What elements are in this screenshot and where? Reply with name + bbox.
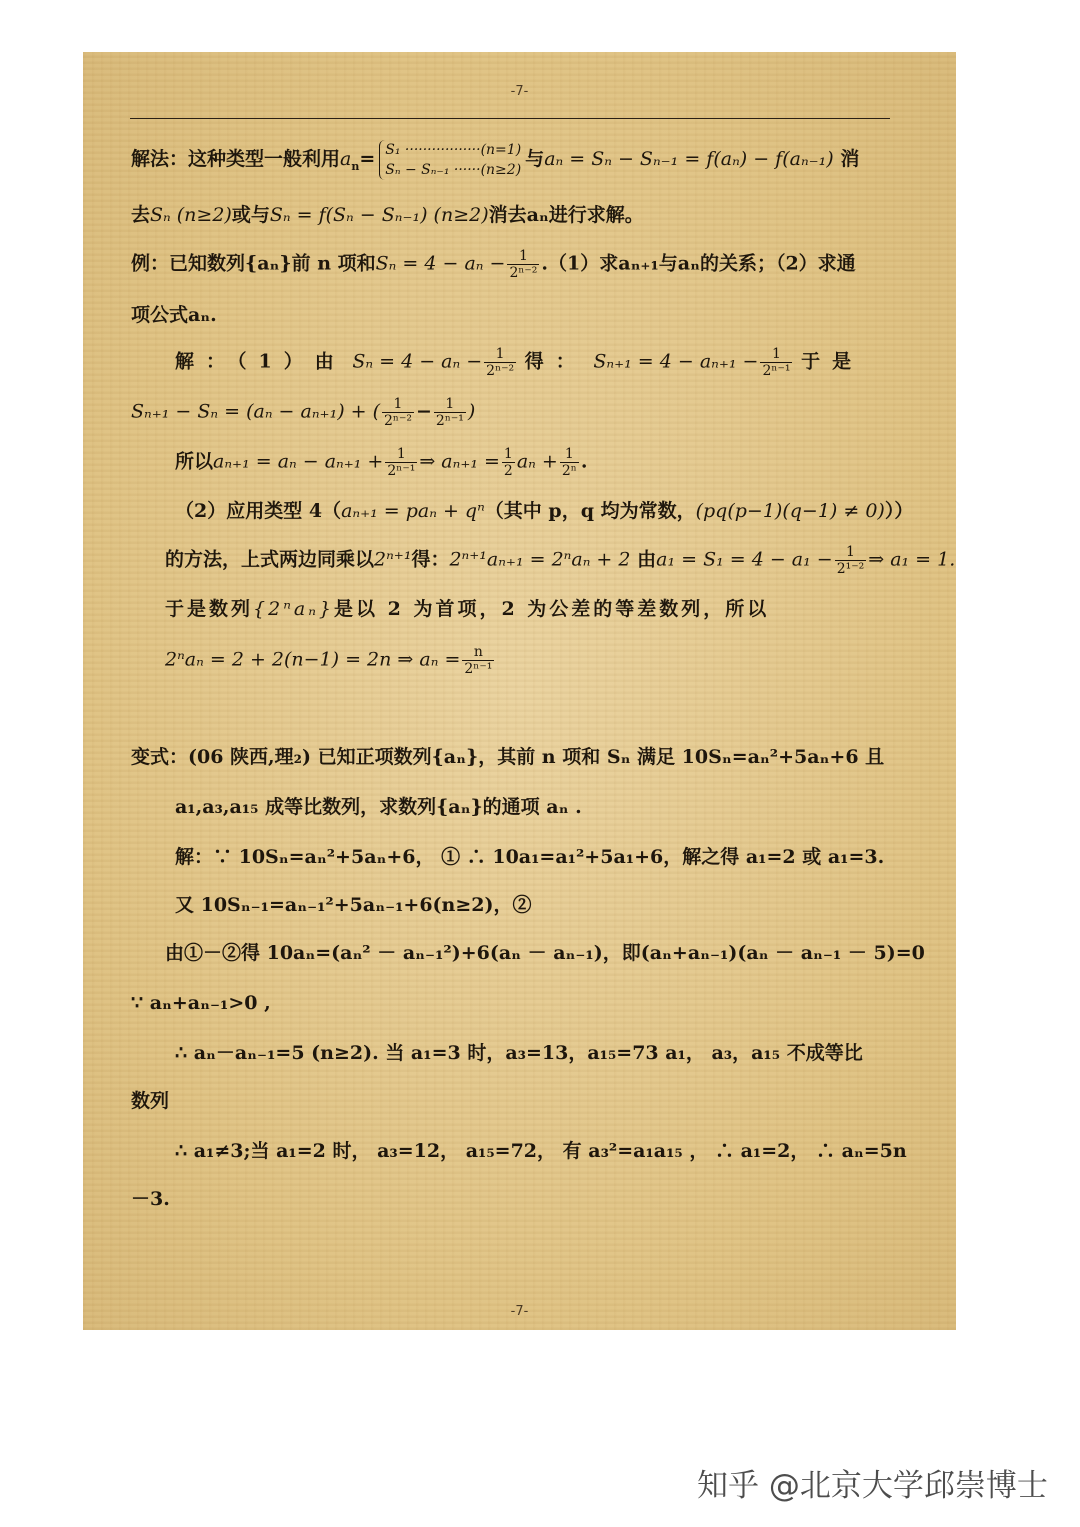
variant-line-5: 由①－②得 10aₙ=(aₙ² － aₙ₋₁²)+6(aₙ － aₙ₋₁)，即(aₙ+aₙ₋₁)(aₙ － aₙ₋₁ － 5)=0 [165,942,925,964]
example-prefix: 例：已知数列{aₙ}前 n 项和 [131,252,376,275]
solution2-line-1 [175,498,913,524]
solution1-line2-minus: − [415,400,432,423]
solution2-line-3 [165,596,769,622]
solution2-line-2 [165,544,955,577]
example-formula: Sₙ = 4 − aₙ − [375,252,506,275]
solution2-mid: （其中 p，q 均为常数， [484,500,696,522]
header-rule [130,118,890,119]
example-line-2: 项公式aₙ. [131,304,217,326]
method-line2-prefix: 去 [131,204,151,226]
solution1-label: 解：（1）由 [175,350,346,373]
method-formula: aₙ = Sₙ − Sₙ₋₁ = f(aₙ) − f(aₙ₋₁) [544,148,834,170]
example-line-1 [131,248,856,281]
variant-line-2: a₁,a₃,a₁₅ 成等比数列，求数列{aₙ}的通项 aₙ . [175,796,582,818]
solution2-line2-mid2: 由 [637,548,657,571]
solution2-line-4 [165,644,496,677]
piece-variable: a [340,148,352,170]
solution1-line2-frac-1: $\frac{1}{\text{2ⁿ⁻²}}$ [384,396,412,429]
solution2-line2-fraction: $\frac{1}{\text{2¹⁻²}}$ [836,544,865,577]
solution1-line2-frac-2: $\frac{1}{\text{2ⁿ⁻¹}}$ [435,396,464,429]
solution1-formula-b: Sₙ₊₁ = 4 − aₙ₊₁ − [593,350,759,373]
method-line-2 [131,202,644,228]
solution2-line2-formula-b: a₁ = S₁ = 4 − a₁ − [656,548,833,571]
example-suffix: .（1）求aₙ₊₁与aₙ的关系；（2）求通 [541,252,856,275]
solution1-line3-prefix: 所以 [175,450,214,473]
method-line2-s: Sₙ (n≥2) [150,204,232,226]
solution1-line3-end: . [580,450,588,473]
piece-row-1: S₁ ·················(n=1) [385,142,522,158]
piecewise-definition [379,140,521,180]
solution1-line3-frac-3: $\frac{1}{\text{2ⁿ}}$ [561,446,577,479]
example-fraction: $\frac{1}{\text{2ⁿ⁻²}}$ [509,248,538,281]
solution1-formula-a: Sₙ = 4 − aₙ − [352,350,483,373]
solution1-line2-close: ) [467,400,476,423]
solution2-line4-fraction: $\frac{n}{\text{2ⁿ⁻¹}}$ [464,644,493,677]
solution1-line-2 [131,396,475,429]
solution1-line3-formula-a: aₙ₊₁ = aₙ − aₙ₊₁ + [213,450,384,473]
solution1-line-1 [175,346,863,379]
watermark: 知乎 @北京大学邱崇博士 [697,1468,1048,1504]
solution1-line3-frac-2: $\frac{1}{2}$ [503,446,513,479]
piece-row-2: Sₙ − Sₙ₋₁ ······(n≥2) [385,162,522,178]
variant-line-10: －3. [131,1188,170,1210]
solution2-formula: aₙ₊₁ = paₙ + qⁿ [341,500,485,522]
solution1-line2-formula: Sₙ₊₁ − Sₙ = (aₙ − aₙ₊₁) + ( [131,400,381,423]
page-number-bottom: -7- [510,1304,529,1319]
solution1-fraction-a: $\frac{1}{\text{2ⁿ⁻²}}$ [486,346,515,379]
solution2-line2-power: 2ⁿ⁺¹ [374,548,412,571]
solution2-prefix: （2）应用类型 4（ [175,500,342,522]
method-line2-formula: Sₙ = f(Sₙ − Sₙ₋₁) (n≥2) [269,204,489,226]
solution1-fraction-b: $\frac{1}{\text{2ⁿ⁻¹}}$ [762,346,791,379]
solution2-line4-formula: 2ⁿaₙ = 2 + 2(n−1) = 2n ⇒ aₙ = [165,648,461,671]
method-suffix: 消 [840,148,860,170]
solution2-line2-prefix: 的方法，上式两边同乘以 [165,548,375,571]
solution2-line3-seq: {2ⁿaₙ} [253,598,335,620]
variant-line-6: ∵ aₙ+aₙ₋₁>0 , [131,992,271,1014]
solution2-line3-suffix: 是以 2 为首项，2 为公差的等差数列，所以 [334,598,770,620]
variant-line-9: ∴ a₁≠3;当 a₁=2 时， a₃=12， a₁₅=72， 有 a₃²=a₁a₁₅ ， ∴ a₁=2， ∴ aₙ=5n [175,1140,907,1162]
solution2-line3-prefix: 于是数列 [165,598,254,620]
solution2-condition: (pq(p−1)(q−1) ≠ 0) [695,500,885,522]
solution1-line3-arrow: ⇒ aₙ₊₁ = [419,450,500,473]
solution1-line3-frac-1: $\frac{1}{\text{2ⁿ⁻¹}}$ [387,446,416,479]
scanned-page [83,52,956,1330]
solution1-mid: 得： [524,350,587,373]
solution2-suffix: ）） [884,500,914,522]
method-mid: 与 [525,148,545,170]
variant-line-8: 数列 [131,1090,170,1112]
variant-line-7: ∴ aₙ－aₙ₋₁=5 (n≥2). 当 a₁=3 时，a₃=13，a₁₅=73 a₁， a₃，a₁₅ 不成等比 [175,1042,863,1064]
method-prefix: 解法：这种类型一般利用 [131,148,341,170]
solution1-line3-mid: aₙ + [516,450,558,473]
page-number-top: -7- [510,84,529,99]
solution2-line2-mid: 得： [411,548,450,571]
variant-line-3: 解：∵ 10Sₙ=aₙ²+5aₙ+6， ① ∴ 10a₁=a₁²+5a₁+6，解之得 a₁=2 或 a₁=3. [175,846,885,868]
solution1-suffix: 于是 [801,350,864,373]
variant-line-4: 又 10Sₙ₋₁=aₙ₋₁²+5aₙ₋₁+6(n≥2)，② [175,894,532,916]
method-line2-mid: 或与 [231,204,270,226]
solution2-line2-end: ⇒ a₁ = 1. [868,548,956,571]
solution2-line2-formula-a: 2ⁿ⁺¹aₙ₊₁ = 2ⁿaₙ + 2 [449,548,631,571]
method-line-1: 解法：这种类型一般利用$a_n=$ S₁ ·················(n=1) Sₙ − Sₙ₋₁ ······(n≥2) 与aₙ = Sₙ − Sₙ₋₁ = f(aₙ) − f(aₙ₋₁) 消 [131,142,860,178]
variant-line-1: 变式：(06 陕西,理₂) 已知正项数列{aₙ}，其前 n 项和 Sₙ 满足 10Sₙ=aₙ²+5aₙ+6 且 [131,746,885,768]
method-line2-suffix: 消去aₙ进行求解。 [488,204,644,226]
solution1-line-3 [175,446,587,479]
